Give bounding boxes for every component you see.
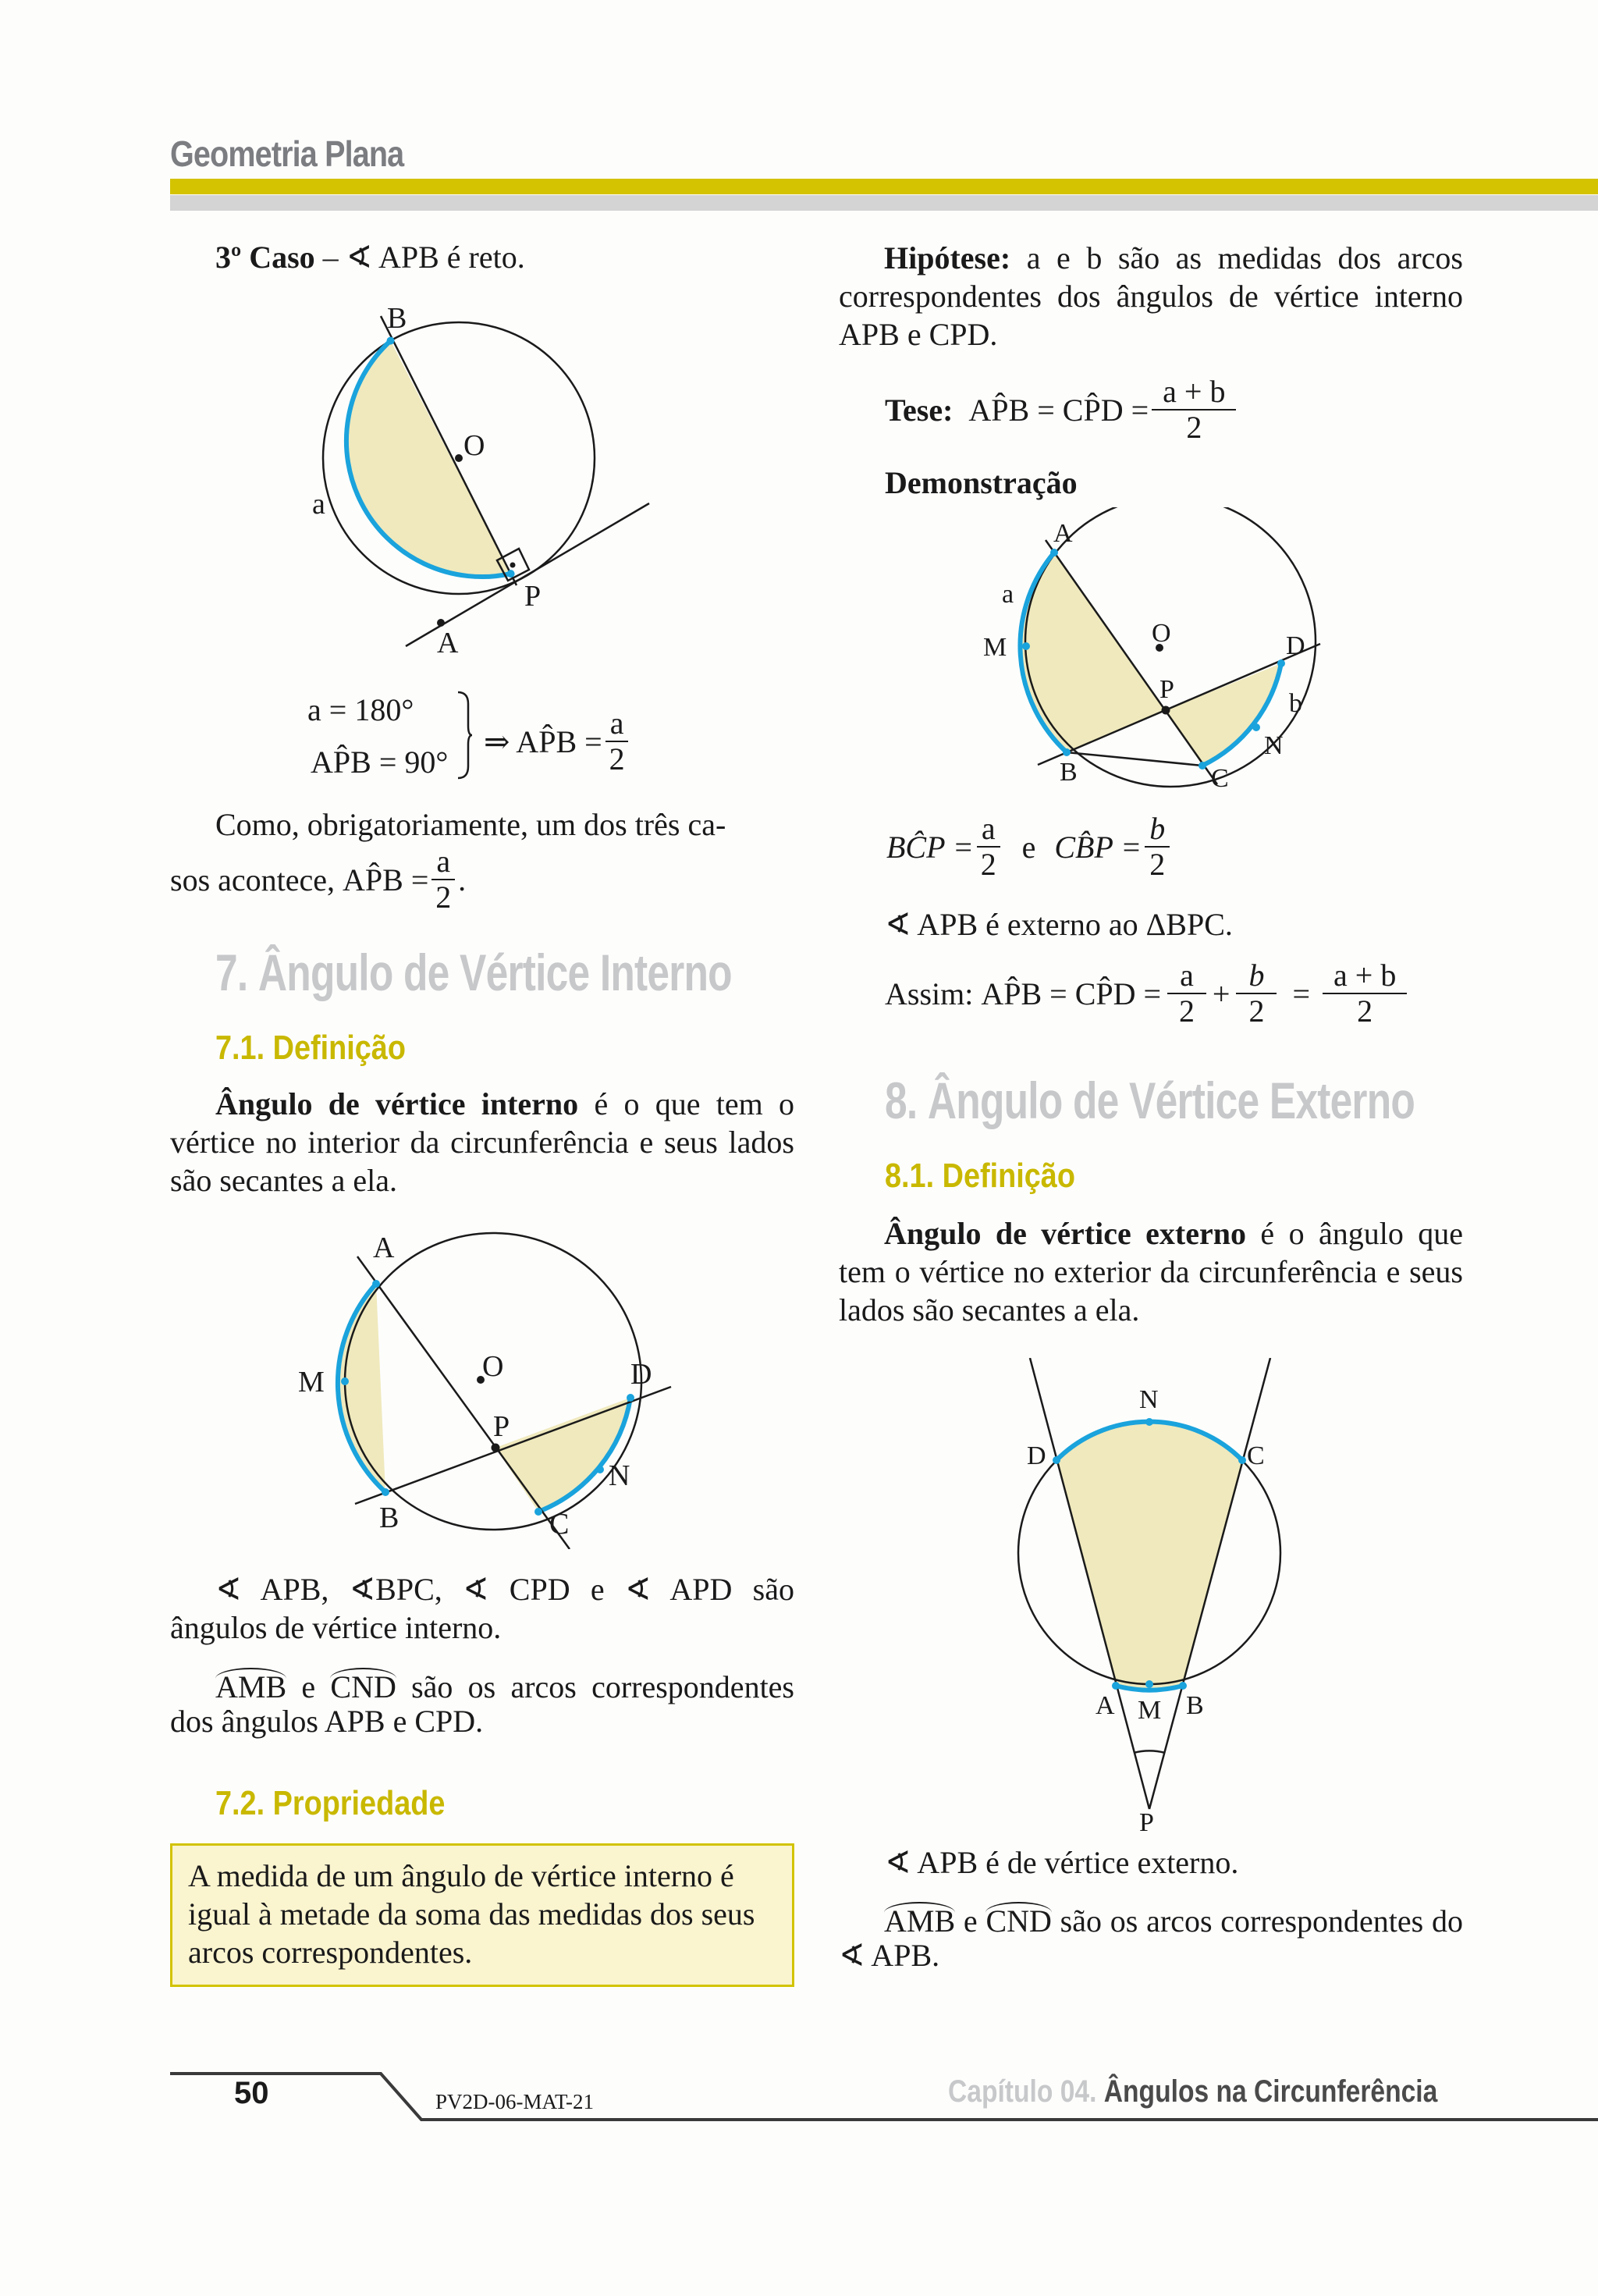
- arcs2-rest: são os arcos correspondentes do ∢ APB.: [839, 1903, 1463, 1973]
- case3-text: ∢ APB é reto.: [346, 240, 525, 275]
- fig4-label-n: N: [1139, 1385, 1159, 1414]
- fig2-label-c: C: [549, 1508, 570, 1541]
- fig4-label-c: C: [1247, 1441, 1265, 1470]
- assim-eq: =: [1292, 976, 1310, 1011]
- fig2-label-m: M: [298, 1366, 325, 1399]
- como-den: 2: [435, 880, 452, 915]
- fig1-label-a-arc: a: [312, 488, 325, 521]
- demonstration-label: Demonstração: [885, 465, 1078, 500]
- def71-rest: é o que tem o vértice no interior da circunferência e seus lados são secantes a ela.: [170, 1086, 794, 1198]
- fig2-label-p: P: [493, 1410, 510, 1443]
- external-vertex-line: ∢ APB é de vértice externo.: [885, 1845, 1239, 1880]
- section-8-heading: 8. Ângulo de Vértice Externo: [885, 1072, 1415, 1129]
- eq1-e: e: [1021, 829, 1036, 865]
- case3-dash: –: [314, 240, 346, 275]
- fig3-label-p: P: [1159, 675, 1174, 704]
- fig2-label-a: A: [373, 1232, 395, 1264]
- arcs2-e: e: [955, 1903, 986, 1939]
- como-num: a: [431, 844, 455, 880]
- external-to-triangle: ∢ APB é externo ao ΔBPC.: [885, 907, 1233, 942]
- def81-rest: é o ângulo que tem o vértice no exterior da circunferência e seus lados são secantes a ela.: [839, 1216, 1463, 1327]
- arc-amb: AMB: [215, 1669, 287, 1704]
- assim-label: Assim:: [885, 976, 974, 1011]
- como-text2: sos acontece,: [170, 862, 336, 897]
- page-number: 50: [234, 2076, 269, 2110]
- fig3-label-b-arc: b: [1289, 689, 1302, 718]
- fig3-label-d: D: [1286, 631, 1305, 660]
- assim-n2: b: [1236, 958, 1277, 994]
- fig3-label-m: M: [983, 633, 1007, 662]
- hypothesis-label: Hipótese:: [884, 240, 1011, 275]
- document-code: PV2D-06-MAT-21: [435, 2090, 595, 2113]
- sys-line1: a = 180°: [307, 692, 414, 727]
- fig4-label-m: M: [1138, 1696, 1162, 1725]
- fig2-label-b: B: [379, 1502, 400, 1534]
- chapter-prefix: Capítulo 04.: [948, 2074, 1097, 2109]
- eq1-lhs1: BĈP =: [886, 829, 974, 865]
- fig3-label-n: N: [1264, 731, 1284, 760]
- fig1-label-a: A: [437, 627, 459, 659]
- assim-d3: 2: [1357, 993, 1373, 1029]
- fig3-label-a-arc: a: [1002, 580, 1014, 609]
- sys-line2: AP̂B = 90°: [311, 745, 449, 780]
- subsection-7-2-heading: 7.2. Propriedade: [215, 1784, 446, 1822]
- thesis-den: 2: [1186, 410, 1202, 445]
- fig2-label-o: O: [482, 1350, 504, 1383]
- chapter-footer: [948, 2074, 1437, 2109]
- sys-arrow: ⇒ AP̂B =: [484, 723, 602, 759]
- fig4-label-d: D: [1027, 1441, 1046, 1470]
- eq1-lhs2: CB̂P =: [1054, 829, 1142, 865]
- property-text: A medida de um ângulo de vértice interno é igual à metade da soma das medidas dos seus arcos correspondentes.: [188, 1858, 755, 1970]
- fig1-label-b: B: [387, 302, 407, 335]
- fig4-label-a: A: [1096, 1691, 1115, 1720]
- fig2-label-d: D: [630, 1358, 652, 1391]
- eq1-num2: b: [1145, 812, 1170, 848]
- arc2-cnd: CND: [985, 1903, 1052, 1939]
- como-line1: Como, obrigatoriamente, um dos três ca-: [215, 807, 726, 842]
- sys-den: 2: [609, 741, 625, 777]
- assim-expr: AP̂B = CP̂D =: [981, 976, 1162, 1011]
- assim-n3: a + b: [1323, 958, 1407, 994]
- assim-d2: 2: [1248, 993, 1265, 1029]
- case3-label: 3º Caso: [215, 240, 315, 275]
- fig1-label-p: P: [524, 580, 542, 613]
- assim-plus: +: [1212, 976, 1230, 1011]
- def81-bold: Ângulo de vértice externo: [884, 1216, 1246, 1251]
- arcs-e: e: [286, 1669, 331, 1704]
- running-header: Geometria Plana: [170, 133, 404, 174]
- como-end: .: [458, 862, 467, 897]
- fig3-label-o: O: [1152, 619, 1171, 648]
- sys-num: a: [605, 706, 629, 742]
- fig4-label-b: B: [1186, 1691, 1204, 1720]
- hypothesis-text: a e b são as medidas dos arcos correspondentes dos ângulos de vértice interno APB e CPD.: [839, 240, 1463, 352]
- chapter-title: Ângulos na Circunferência: [1096, 2074, 1438, 2109]
- fig3-label-b: B: [1060, 758, 1078, 787]
- subsection-7-1-heading: 7.1. Definição: [215, 1029, 406, 1067]
- arc2-amb: AMB: [884, 1903, 956, 1939]
- eq1-den2: 2: [1149, 847, 1166, 882]
- def71-bold: Ângulo de vértice interno: [215, 1086, 579, 1121]
- fig3-label-c: C: [1211, 764, 1229, 793]
- thesis-label: Tese:: [885, 392, 953, 428]
- angles-paragraph: ∢ APB, ∢BPC, ∢ CPD e ∢ APD são ângulos de vértice interno.: [170, 1572, 794, 1645]
- thesis-expr: AP̂B = CP̂D =: [968, 392, 1149, 428]
- fig2-label-n: N: [609, 1459, 630, 1492]
- eq1-den1: 2: [980, 847, 996, 882]
- eq1-num1: a: [977, 812, 1000, 848]
- subsection-8-1-heading: 8.1. Definição: [885, 1157, 1075, 1195]
- fig3-label-a: A: [1053, 519, 1073, 548]
- fig4-label-p: P: [1139, 1808, 1154, 1837]
- fig1-label-o: O: [463, 429, 485, 462]
- assim-d1: 2: [1178, 993, 1195, 1029]
- como-expr: AP̂B =: [343, 862, 429, 897]
- assim-n1: a: [1167, 958, 1206, 994]
- arc-cnd: CND: [330, 1669, 396, 1704]
- section-7-heading: 7. Ângulo de Vértice Interno: [215, 944, 732, 1001]
- thesis-num: a + b: [1152, 375, 1236, 411]
- arcs-rest: são os arcos correspondentes dos ângulos APB e CPD.: [170, 1669, 794, 1739]
